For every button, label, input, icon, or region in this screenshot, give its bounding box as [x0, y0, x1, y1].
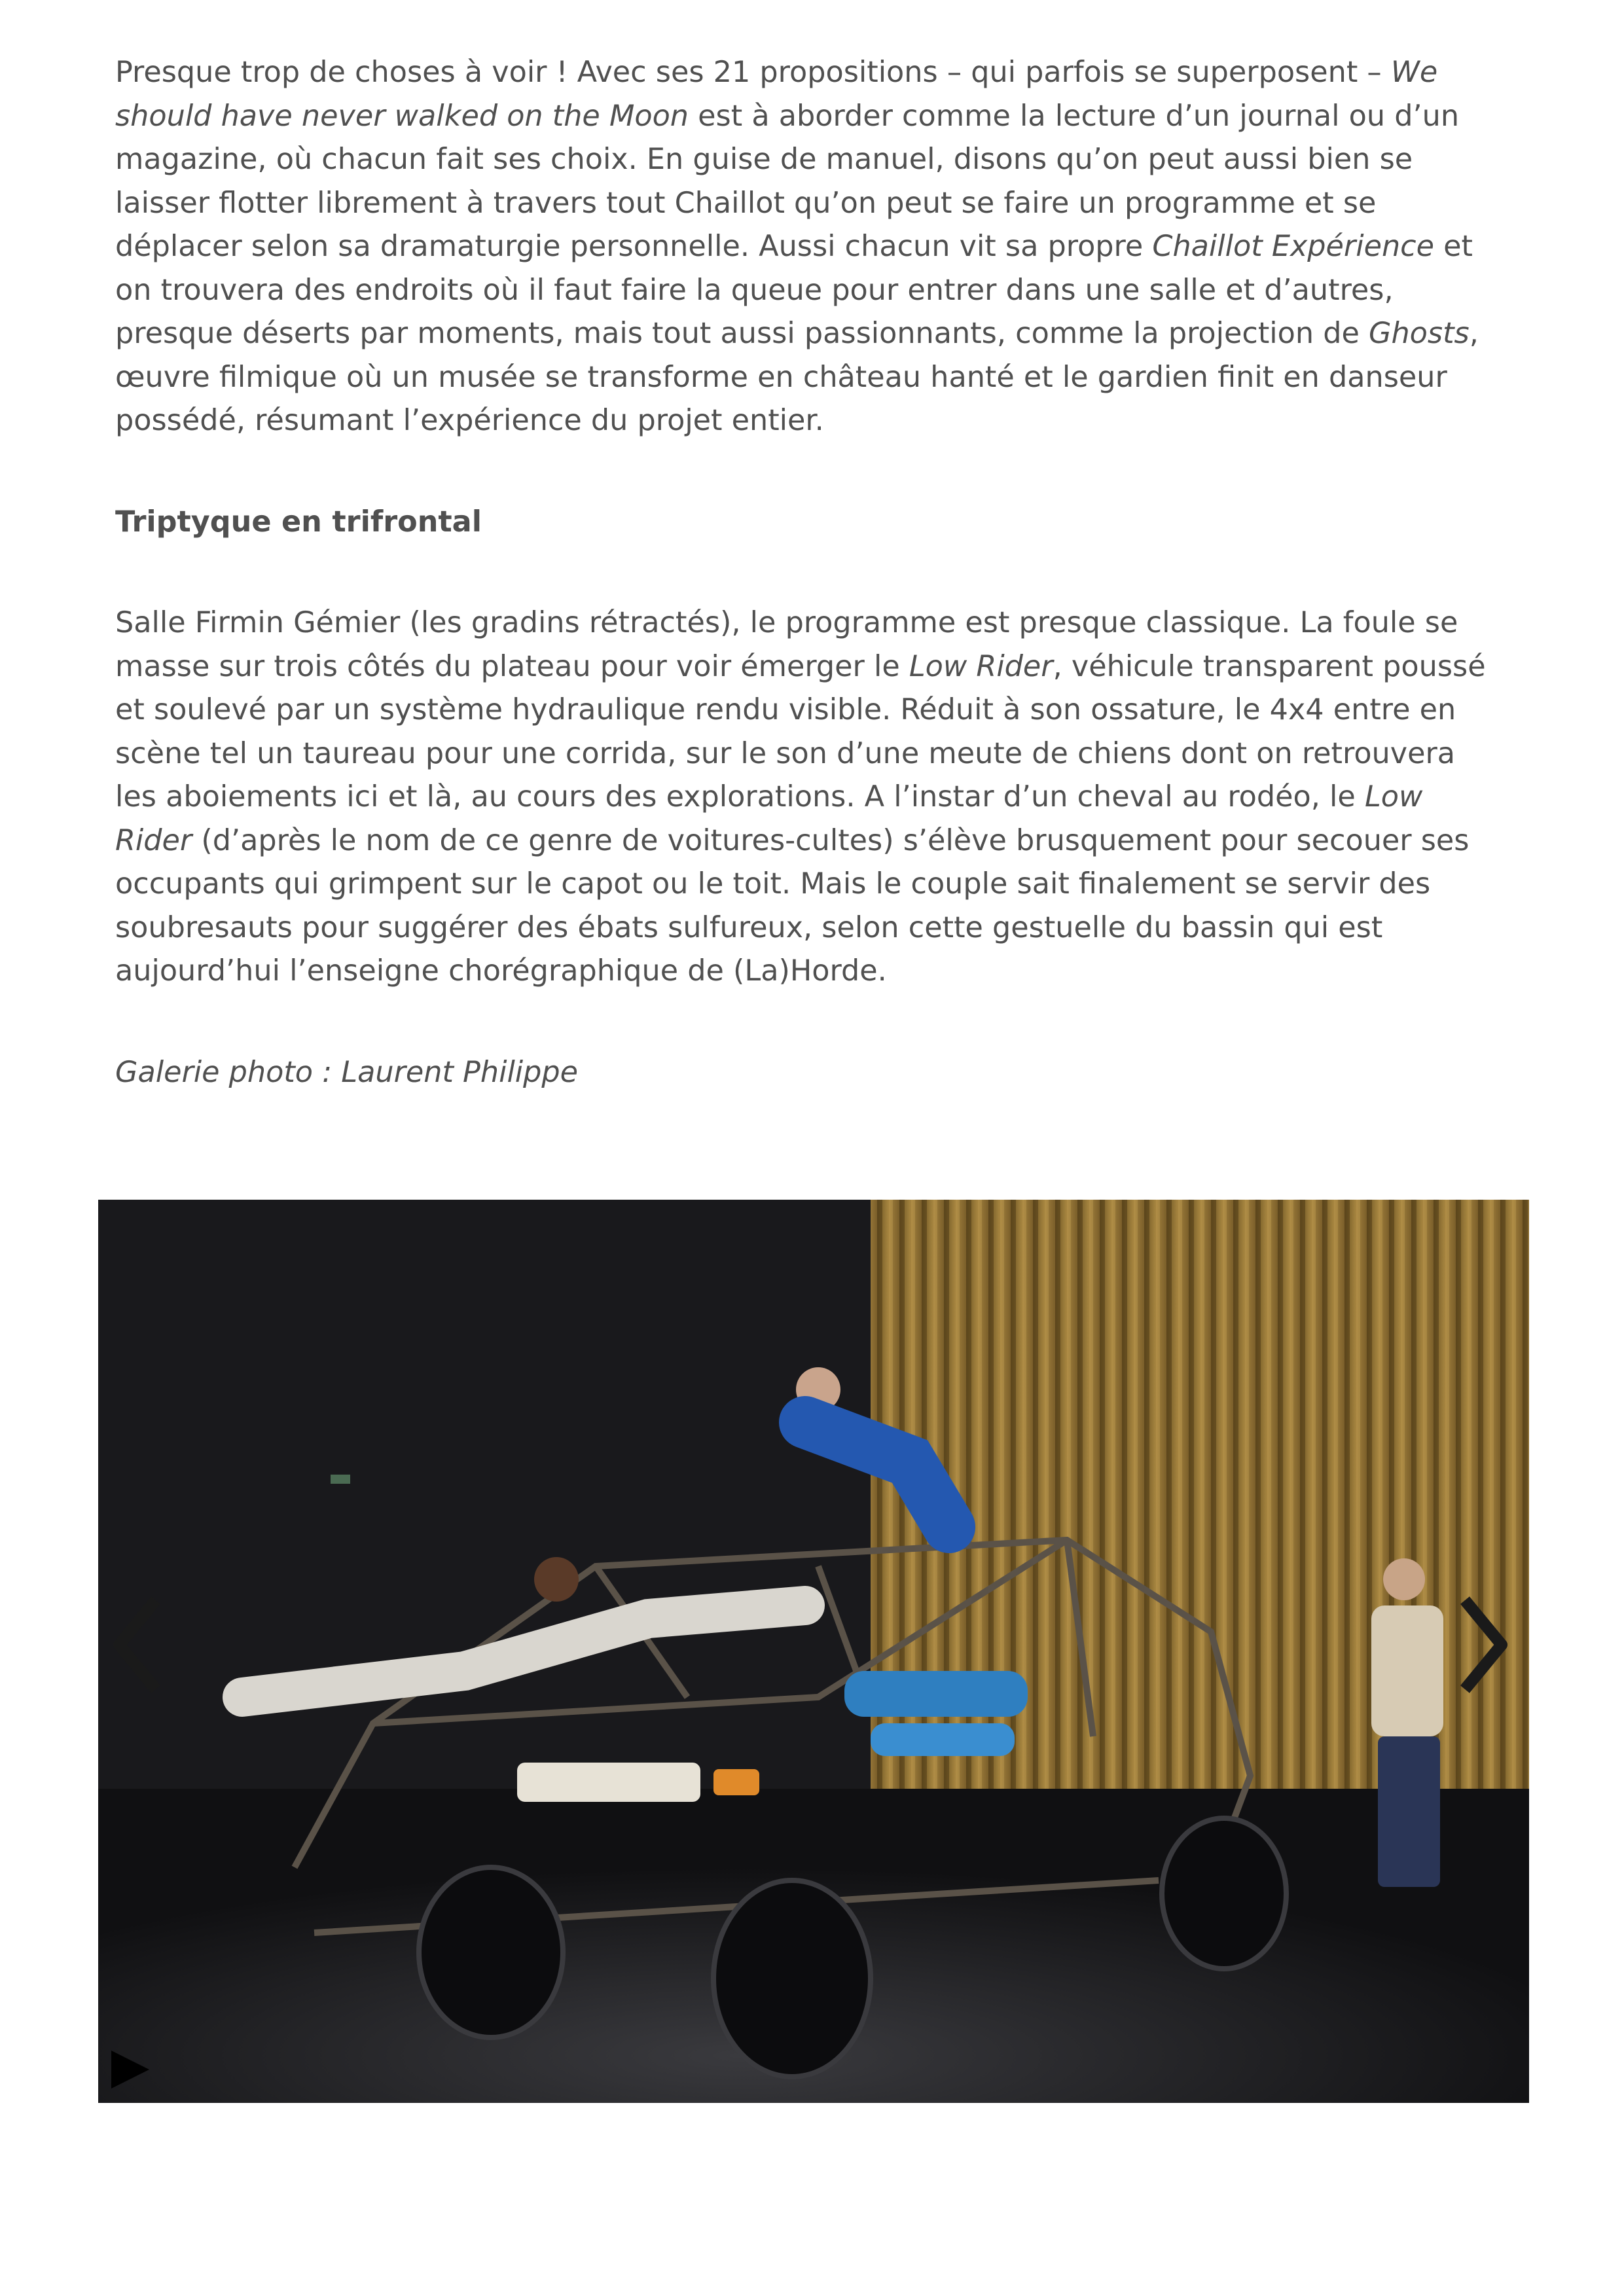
text-run-4: et on trouvera des endroits où il faut faire la queue pour entrer dans une salle et d’autres, presque déserts par moments, mais tout aussi passionnants, comme la projection de — [115, 230, 1473, 350]
section-heading: Triptyque en trifrontal — [115, 505, 482, 539]
text-run-2: , véhicule transparent poussé et soulevé par un système hydraulique rendu visible. Réduit à son ossature, le 4x4 entre en scène tel un taureau pour une corrida, sur le son d’une meute de chiens dont on retrouvera les aboiements ici et là, au cours des explorations. A l’instar d’un cheval au rodéo, le — [115, 649, 1486, 814]
italic-title-3: Low Rider — [115, 780, 1423, 857]
chevron-right-icon — [1457, 1592, 1516, 1697]
photo-credit: Galerie photo : Laurent Philippe — [115, 1055, 579, 1089]
text-run-0: Salle Firmin Gémier (les gradins rétractés), le programme est presque classique. La foule se masse sur trois côtés du plateau pour voir émerger le — [115, 606, 1458, 683]
chevron-left-icon — [105, 1592, 164, 1697]
article-paragraph-2 — [115, 601, 1496, 994]
italic-title-1: Low Rider — [909, 649, 1053, 683]
play-icon — [107, 2047, 153, 2092]
gallery-prev-button[interactable] — [105, 1592, 164, 1697]
text-run-0: Presque trop de choses à voir ! Avec ses 21 propositions – qui parfois se superposent – — [115, 56, 1391, 89]
italic-title-3: Chaillot Expérience — [1152, 230, 1435, 263]
text-run-2: est à aborder comme la lecture d’un journal ou d’un magazine, où chacun fait ses choix. En guise de manuel, disons qu’on peut aussi bien se laisser flotter librement à travers tout Chaillot qu’on peut se faire un programme et se déplacer selon sa dramaturgie personnelle. Aussi chacun vit sa propre — [115, 99, 1460, 263]
gallery-play-button[interactable] — [107, 2047, 153, 2092]
text-run-6: , œuvre filmique où un musée se transforme en château hanté et le gardien finit en danseur possédé, résumant l’expérience du projet entier. — [115, 317, 1479, 437]
article-body — [115, 51, 1496, 1094]
photo-gallery[interactable] — [98, 1200, 1529, 2103]
text-run-4: (d’après le nom de ce genre de voitures-cultes) s’élève brusquement pour secouer ses occupants qui grimpent sur le capot ou le toit. Mais le couple sait finalement se servir des soubresauts pour suggérer des ébats sulfureux, selon cette gestuelle du bassin qui est aujourd’hui l’enseigne chorégraphique de (La)Horde. — [115, 823, 1470, 988]
gallery-next-button[interactable] — [1457, 1592, 1516, 1697]
article-paragraph-1 — [115, 51, 1496, 443]
gallery-photo — [98, 1200, 1529, 2103]
italic-title-5: Ghosts — [1369, 317, 1470, 350]
italic-title-1: We should have never walked on the Moon — [115, 56, 1438, 133]
